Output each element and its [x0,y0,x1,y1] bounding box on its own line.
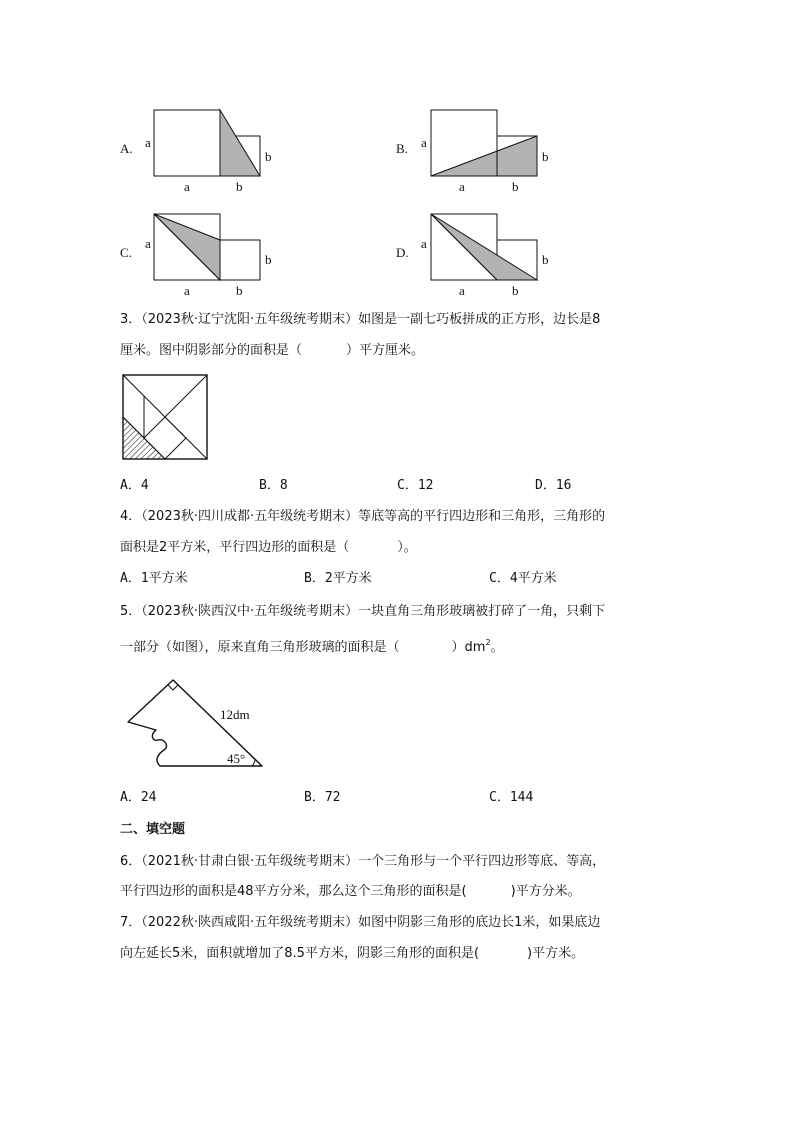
figure-a-label-a: a [145,135,151,150]
q3-line2 [120,343,424,359]
figure-c-label-b: b [265,252,272,267]
figure-d-label-a: a [421,236,427,251]
q3-option-b[interactable]: B．8 [259,478,288,493]
figure-b [428,108,548,198]
q5-option-a[interactable]: A．24 [120,790,157,805]
q7-line2 [120,946,584,962]
figure-c [150,212,270,302]
figure-d-label-b: b [542,252,549,267]
q4-line2 [120,540,417,556]
broken-triangle-figure [120,672,270,772]
q4-line2-start: 面积是2平方米，平行四边形的面积是（ [120,540,350,555]
q3-line2-start: 厘米。图中阴影部分的面积是（ [120,343,303,358]
q4-option-b[interactable]: B．2平方米 [304,571,372,586]
q3-option-d[interactable]: D．16 [535,478,572,493]
q3-line2-end: ）平方厘米。 [346,343,425,358]
q7-line2-end: )平方米。 [527,946,585,961]
q5-unit-exponent: 2 [485,638,491,647]
q5-line2 [120,635,504,656]
figure-d-base-b: b [512,283,519,298]
option-a-letter: A. [120,141,133,156]
q3-option-c[interactable]: C．12 [397,478,434,493]
q4-option-c[interactable]: C．4平方米 [489,571,557,586]
q7-line2-start: 向左延长5米，面积就增加了8.5平方米，阴影三角形的面积是( [120,946,480,961]
figure-a-base-b: b [236,179,243,194]
q5-option-b[interactable]: B．72 [304,790,341,805]
q5-figure-angle-label: 45° [227,751,246,766]
q4-line1: 4．（2023秋·四川成都·五年级统考期末）等底等高的平行四边形和三角形，三角形的 [120,509,606,524]
q4-line2-end: ）。 [397,540,417,555]
q5-line1: 5．（2023秋·陕西汉中·五年级统考期末）一块直角三角形玻璃被打碎了一角，只剩下 [120,604,606,619]
option-d-letter: D. [396,245,409,260]
figure-b-label-a: a [421,135,427,150]
section-title: 二、填空题 [120,822,186,837]
figure-c-base-b: b [236,283,243,298]
figure-d-base-a: a [459,283,465,298]
option-c-letter: C. [120,245,132,260]
figure-b-base-a: a [459,179,465,194]
q6-line1: 6．（2021秋·甘肃白银·五年级统考期末）一个三角形与一个平行四边形等底、等高， [120,854,606,869]
figure-d [428,212,548,302]
q5-line2-start: 一部分（如图），原来直角三角形玻璃的面积是（ [120,640,400,655]
figure-a-base-a: a [184,179,190,194]
figure-c-base-a: a [184,283,190,298]
q7-line1: 7．（2022秋·陕西咸阳·五年级统考期末）如图中阴影三角形的底边长1米，如果底边 [120,915,601,930]
q5-figure-side-label: 12dm [220,707,250,722]
option-b-letter: B. [396,141,408,156]
q5-line2-unit: ）dm [451,640,486,655]
q6-line2-end: )平方分米。 [510,884,581,899]
q4-option-a[interactable]: A．1平方米 [120,571,188,586]
figure-b-base-b: b [512,179,519,194]
figure-b-label-b: b [542,149,549,164]
figure-a-label-b: b [265,149,272,164]
q5-option-c[interactable]: C．144 [489,790,534,805]
tangram-figure [120,372,212,464]
figure-c-label-a: a [145,236,151,251]
q5-line2-end: 。 [490,640,504,655]
figure-a [150,108,270,198]
q3-option-a[interactable]: A．4 [120,478,149,493]
q6-line2-start: 平行四边形的面积是48平方分米，那么这个三角形的面积是( [120,884,467,899]
q6-line2 [120,884,581,900]
q3-line1: 3．（2023秋·辽宁沈阳·五年级统考期末）如图是一副七巧板拼成的正方形，边长是8 [120,312,601,327]
